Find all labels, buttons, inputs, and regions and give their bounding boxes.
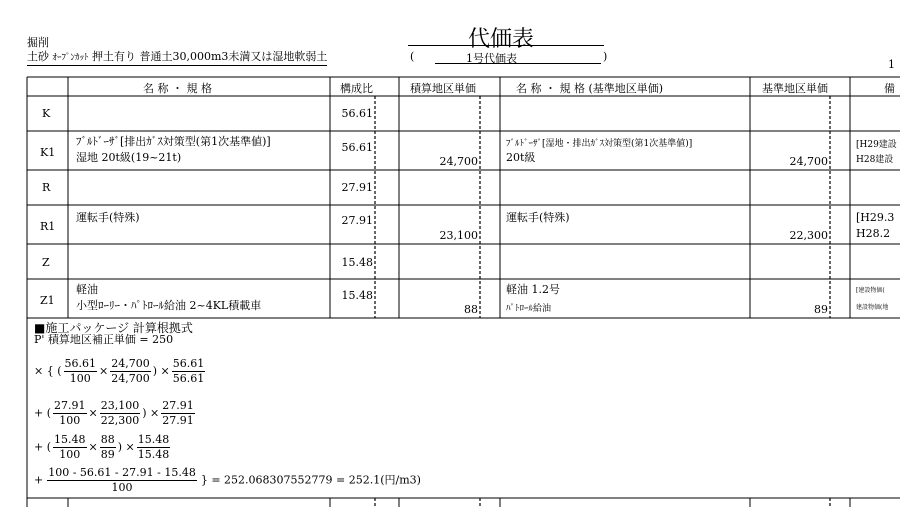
row-code: Z1 [40,294,55,307]
item-name: 軽油 [76,283,98,296]
item-spec: 湿地 20t級(19~21t) [76,151,182,164]
calc-line-4: + $\frac{100 - 56.61 - 27.91 - 15.48}{100}$ } = 252.068307552779 = 252.1(円/m3) [34,466,421,494]
price-table-code: 1号代価表 [466,52,517,65]
base-price: 24,700 [789,155,828,168]
remark: [H29建設 [856,140,897,150]
col-header-remarks: 備 [884,82,895,95]
row-code: Z [42,256,50,269]
item-spec: 小型ﾛｰﾘｰ・ﾊﾟﾄﾛｰﾙ給油 2~4KL積載車 [76,299,262,312]
base-item-name: 運転手(特殊) [506,211,570,224]
paren-close: ) [603,50,608,63]
ratio-int: 15.48 [341,256,373,269]
page-title: 代価表 [468,27,535,52]
remark: 建設物価(地 [856,304,889,311]
base-price: 89 [814,303,828,316]
subcategory-prefix: 土砂 [27,50,49,63]
base-item-name: 軽油 1.2号 [506,283,560,296]
calc-p-line: P' 積算地区補正単価 = 250 [34,333,174,346]
remark: [H29.3 [856,211,895,224]
base-item-spec: 20t級 [506,151,536,164]
col-header-name: 名 称 ・ 規 格 [143,82,212,95]
category-label: 掘削 [27,36,49,49]
col-header-base-price: 基準地区単価 [762,82,828,95]
ratio-int: 56.61 [341,107,373,120]
row-code: R [42,181,51,194]
ratio-int: 27.91 [341,214,373,227]
ratio-int: 15.48 [341,289,373,302]
subcategory-rest: 押土有り 普通土30,000m3未満又は湿地軟弱土 [92,50,328,63]
row-code: K [42,107,51,120]
paren-open: ( [410,50,415,63]
ratio-int: 27.91 [341,181,373,194]
remark: H28建設 [856,155,894,165]
base-price: 22,300 [789,229,828,242]
calc-line-2: + ( $\frac{27.91}{100}$ × $\frac{23,100}{22,300}$ ) × $\frac{27.91}{27.91}$ [34,399,194,427]
col-header-area-price: 積算地区単価 [410,82,476,95]
calc-line-1: × { ( $\frac{56.61}{100}$ × $\frac{24,700}{24,700}$ ) × $\frac{56.61}{56.61}$ [34,357,205,385]
base-item-name: ﾌﾞﾙﾄﾞｰｻﾞ[湿地・排出ｶﾞｽ対策型(第1次基準値)] [506,139,693,149]
calc-line-3: + ( $\frac{15.48}{100}$ × $\frac{88}{89}$ ) × $\frac{15.48}{15.48}$ [34,433,170,461]
area-price: 88 [464,303,478,316]
col-header-base-name: 名 称 ・ 規 格 (基準地区単価) [516,82,664,95]
row-code: K1 [40,146,56,159]
calc-heading: ■施工パッケージ 計算根拠式 [34,321,193,335]
subcategory-small: ｵｰﾌﾟﾝｶｯﾄ [52,53,89,63]
page-number: 1 [888,58,895,71]
item-name: ﾌﾞﾙﾄﾞｰｻﾞ[排出ｶﾞｽ対策型(第1次基準値)] [76,135,271,148]
remark: H28.2 [856,227,891,240]
area-price: 24,700 [439,155,478,168]
area-price: 23,100 [439,229,478,242]
item-name: 運転手(特殊) [76,211,140,224]
remark: [建設物価( [856,287,885,294]
base-item-spec: ﾊﾟﾄﾛｰﾙ給油 [506,304,552,314]
col-header-ratio: 構成比 [340,82,373,95]
ratio-int: 56.61 [341,141,373,154]
row-code: R1 [40,220,56,233]
